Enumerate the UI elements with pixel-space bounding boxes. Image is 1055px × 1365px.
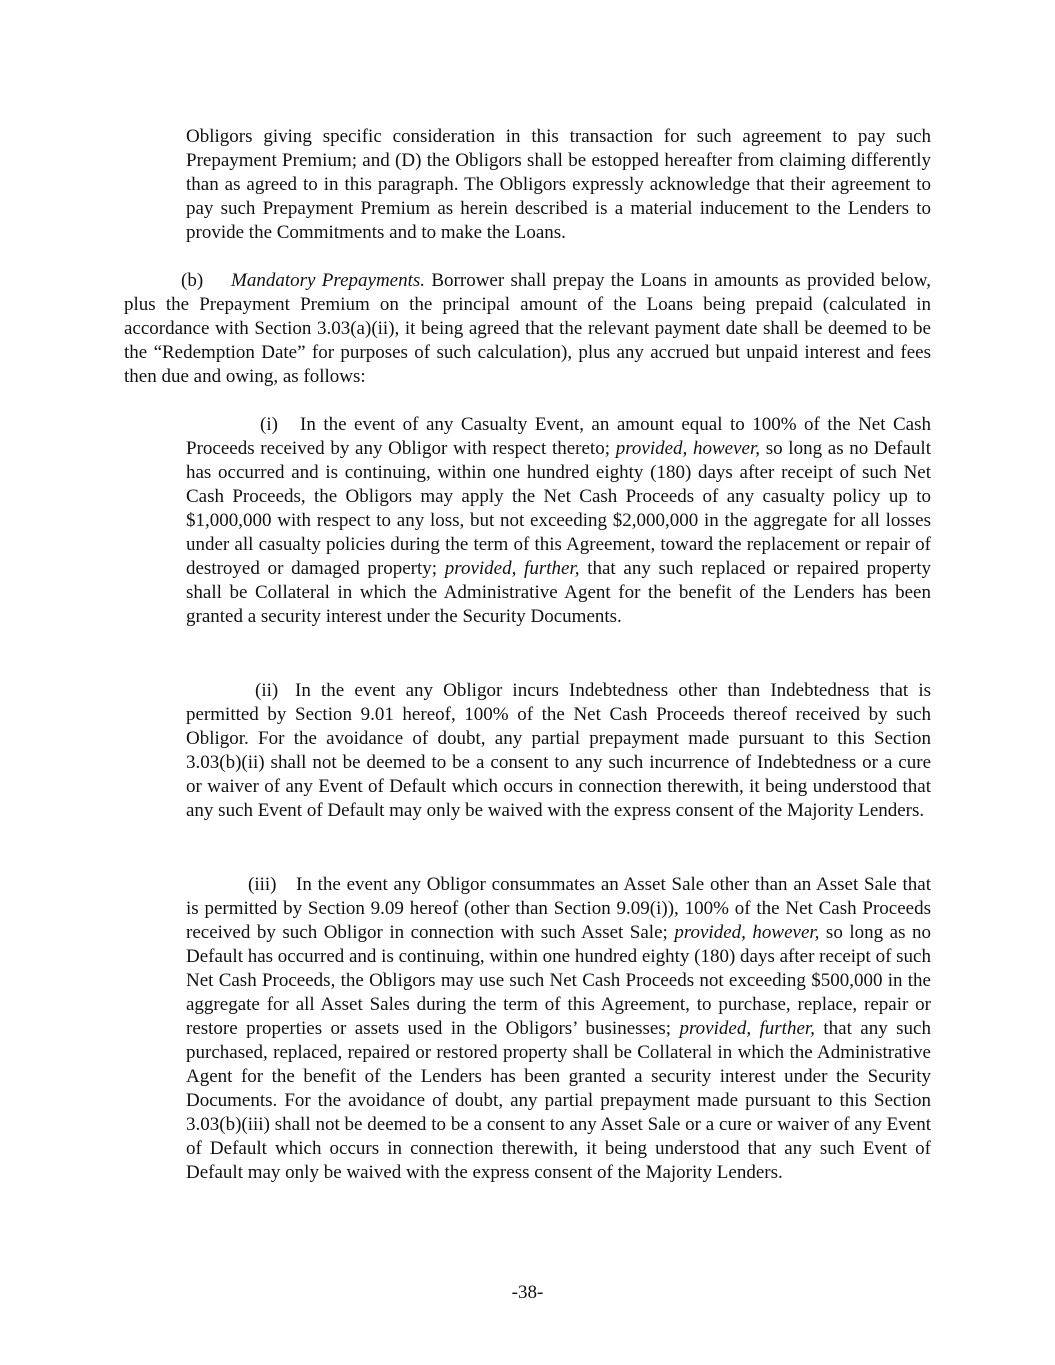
clause-i-text-2: so long as no Default has occurred and is continuing, within one hundred eighty (180) days after receipt of such Net Cash Proceeds, the Obligors may apply the Net Cash Proceeds of any casualty policy up to $1,000,000 with respect to any loss, but not exceeding $2,000,000 in the aggregate for all losses under all casualty policies during the term of this Agreement, toward the replacement or repair of destroyed or damaged property;	[186, 438, 931, 579]
clause-i-label: (i)	[260, 414, 278, 435]
clause-iii-text-3: that any such purchased, replaced, repaired or restored property shall be Collateral in which the Administrative Agent for the benefit of the Lenders has been granted a security interest under the Security Documents. For the avoidance of doubt, any partial prepayment made pursuant to this Section 3.03(b)(iii) shall not be deemed to be a consent to any Asset Sale or a cure or waiver of any Event of Default which occurs in connection therewith, it being understood that any such Event of Default may only be waived with the express consent of the Majority Lenders.	[186, 1018, 931, 1183]
clause-iii-emphasis-1: provided, however,	[674, 922, 820, 943]
section-b-text: Borrower shall prepay the Loans in amounts as provided below, plus the Prepayment Premium on the principal amount of the Loans being prepaid (calculated in accordance with Section 3.03(a)(ii), it being agreed that the relevant payment date shall be deemed to be the “Redemption Date” for purposes of such calculation), plus any accrued but unpaid interest and fees then due and owing, as follows:	[124, 270, 932, 387]
clause-i-text-3: that any such replaced or repaired property shall be Collateral in which the Administrative Agent for the benefit of the Lenders has been granted a security interest under the Security Documents.	[186, 558, 932, 627]
clause-iii-label: (iii)	[248, 874, 277, 895]
section-b-heading: Mandatory Prepayments.	[231, 270, 426, 291]
clause-i-casualty-event	[186, 413, 931, 629]
clause-ii-indebtedness	[186, 679, 931, 823]
clause-iii-emphasis-2: provided, further,	[679, 1018, 815, 1039]
clause-ii-text: In the event any Obligor incurs Indebtedness other than Indebtedness that is permitted by Section 9.01 hereof, 100% of the Net Cash Proceeds thereof received by such Obligor. For the avoidance of doubt, any partial prepayment made pursuant to this Section 3.03(b)(ii) shall not be deemed to be a consent to any such incurrence of Indebtedness or a cure or waiver of any Event of Default which occurs in connection therewith, it being understood that any such Event of Default may only be waived with the express consent of the Majority Lenders.	[186, 680, 931, 821]
clause-i-emphasis-1: provided, however,	[615, 438, 760, 459]
section-b-label: (b)	[181, 270, 204, 291]
clause-ii-label: (ii)	[255, 680, 279, 701]
section-b-mandatory-prepayments	[124, 269, 931, 389]
clause-i-emphasis-2: provided, further,	[444, 558, 580, 579]
clause-iii-asset-sale	[186, 873, 931, 1185]
paragraph-continuation	[186, 125, 931, 245]
clause-iii-text-2: so long as no Default has occurred and is continuing, within one hundred eighty (180) days after receipt of such Net Cash Proceeds, the Obligors may use such Net Cash Proceeds not exceeding $500,000 in the aggregate for all Asset Sales during the term of this Agreement, to purchase, replace, repair or restore properties or assets used in the Obligors’ businesses;	[186, 922, 931, 1039]
paragraph-continuation-text: Obligors giving specific consideration in this transaction for such agreement to pay such Prepayment Premium; and (D) the Obligors shall be estopped hereafter from claiming differently than as agreed to in this paragraph. The Obligors expressly acknowledge that their agreement to pay such Prepayment Premium as herein described is a material inducement to the Lenders to provide the Commitments and to make the Loans.	[186, 126, 931, 243]
clause-i-text-1: In the event of any Casualty Event, an amount equal to 100% of the Net Cash Proceeds received by any Obligor with respect thereto;	[186, 414, 931, 459]
clause-iii-text-1: In the event any Obligor consummates an Asset Sale other than an Asset Sale that is permitted by Section 9.09 hereof (other than Section 9.09(i)), 100% of the Net Cash Proceeds received by such Obligor in connection with such Asset Sale;	[186, 874, 931, 943]
page-number: -38-	[511, 1282, 544, 1303]
